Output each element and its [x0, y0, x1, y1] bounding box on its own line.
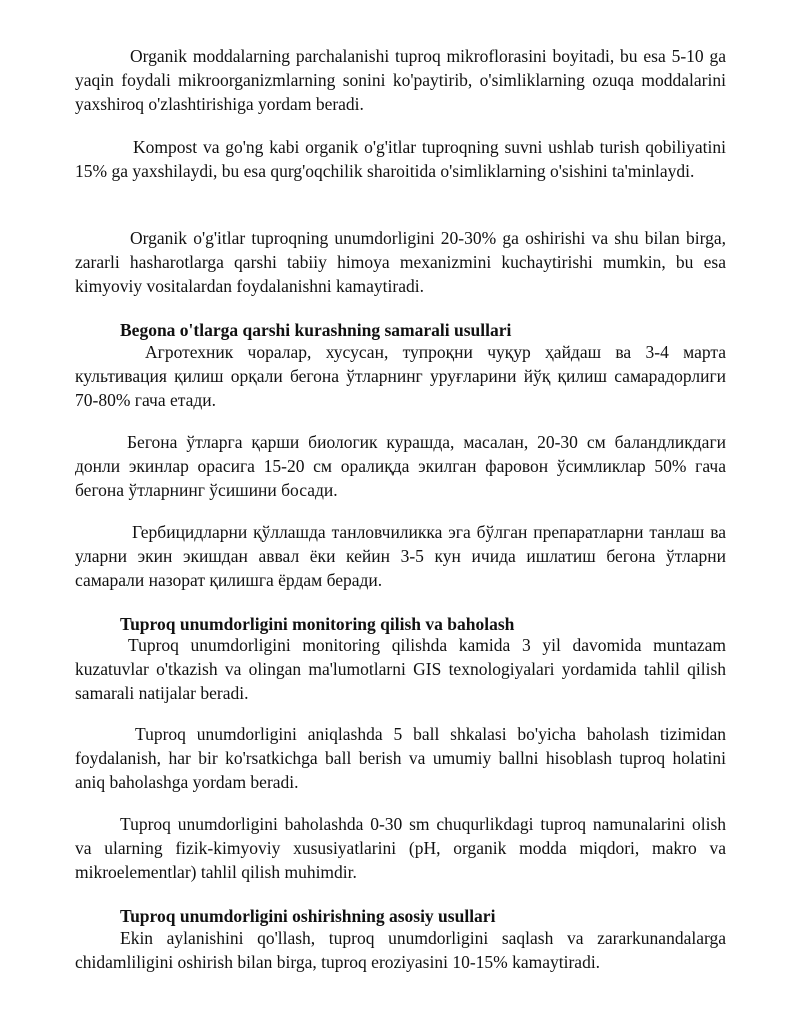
- paragraph-biological-control: Бегона ўтларга қарши биологик курашда, масалан, 20-30 см баландликдаги донли экинлар орасига 15-20 см оралиқда экилган фаровон ўсимликлар 50% гача бегона ўтларнинг ўсишини босади.: [75, 432, 726, 500]
- paragraph-agrotechnical-measures: Агротехник чоралар, хусусан, тупроқни чуқур ҳайдаш ва 3-4 марта культивация қилиш орқали бегона ўтларнинг уруғларини йўқ қилиш самарадорлиги 70-80% гача етади.: [75, 342, 726, 410]
- paragraph-soil-sampling: Tuproq unumdorligini baholashda 0-30 sm chuqurlikdagi tuproq namunalarini olish va ularning fizik-kimyoviy xususiyatlarini (pH, organik modda miqdori, makro va mikroelementlar) tahlil qilish muhimdir.: [75, 814, 726, 882]
- paragraph-organic-fertility: Organik o'g'itlar tuproqning unumdorligini 20-30% ga oshirishi va shu bilan birga, zararli hasharotlarga qarshi tabiiy himoya mexanizmini kuchaytirishi mumkin, bu esa kimyoviy vositalardan foydalanishni kamaytiradi.: [75, 228, 726, 296]
- heading-fertility-methods: Tuproq unumdorligini oshirishning asosiy usullari: [120, 906, 496, 926]
- heading-soil-monitoring: Tuproq unumdorligini monitoring qilish va baholash: [120, 614, 515, 634]
- paragraph-compost-water-retention: Kompost va go'ng kabi organik o'g'itlar tuproqning suvni ushlab turish qobiliyatini 15% ga yaxshilaydi, bu esa qurg'oqchilik sharoitida o'simliklarning o'sishini ta'minlaydi.: [75, 137, 726, 181]
- paragraph-herbicides: Гербицидларни қўллашда танловчиликка эга бўлган препаратларни танлаш ва уларни экин экишдан аввал ёки кейин 3-5 кун ичида ишлатиш бегона ўтларни самарали назорат қилишга ёрдам беради.: [75, 522, 726, 590]
- paragraph-monitoring-gis: Tuproq unumdorligini monitoring qilishda kamida 3 yil davomida muntazam kuzatuvlar o'tkazish va olingan ma'lumotlarni GIS texnologiyalari yordamida tahlil qilish samarali natijalar beradi.: [75, 635, 726, 703]
- paragraph-organic-decomposition: Organik moddalarning parchalanishi tuproq mikroflorasini boyitadi, bu esa 5-10 ga yaqin foydali mikroorganizmlarning sonini ko'paytirib, o'simliklarning ozuqa moddalarini yaxshiroq o'zlashtirishiga yordam beradi.: [75, 46, 726, 114]
- paragraph-five-point-scale: Tuproq unumdorligini aniqlashda 5 ball shkalasi bo'yicha baholash tizimidan foydalanish, har bir ko'rsatkichga ball berish va umumiy ballni hisoblash tuproq holatini aniq baholashga yordam beradi.: [75, 724, 726, 792]
- heading-weed-control: Begona o'tlarga qarshi kurashning samarali usullari: [120, 320, 512, 340]
- paragraph-crop-rotation: Ekin aylanishini qo'llash, tuproq unumdorligini saqlash va zararkunandalarga chidamliligini oshirish bilan birga, tuproq eroziyasini 10-15% kamaytiradi.: [75, 928, 726, 972]
